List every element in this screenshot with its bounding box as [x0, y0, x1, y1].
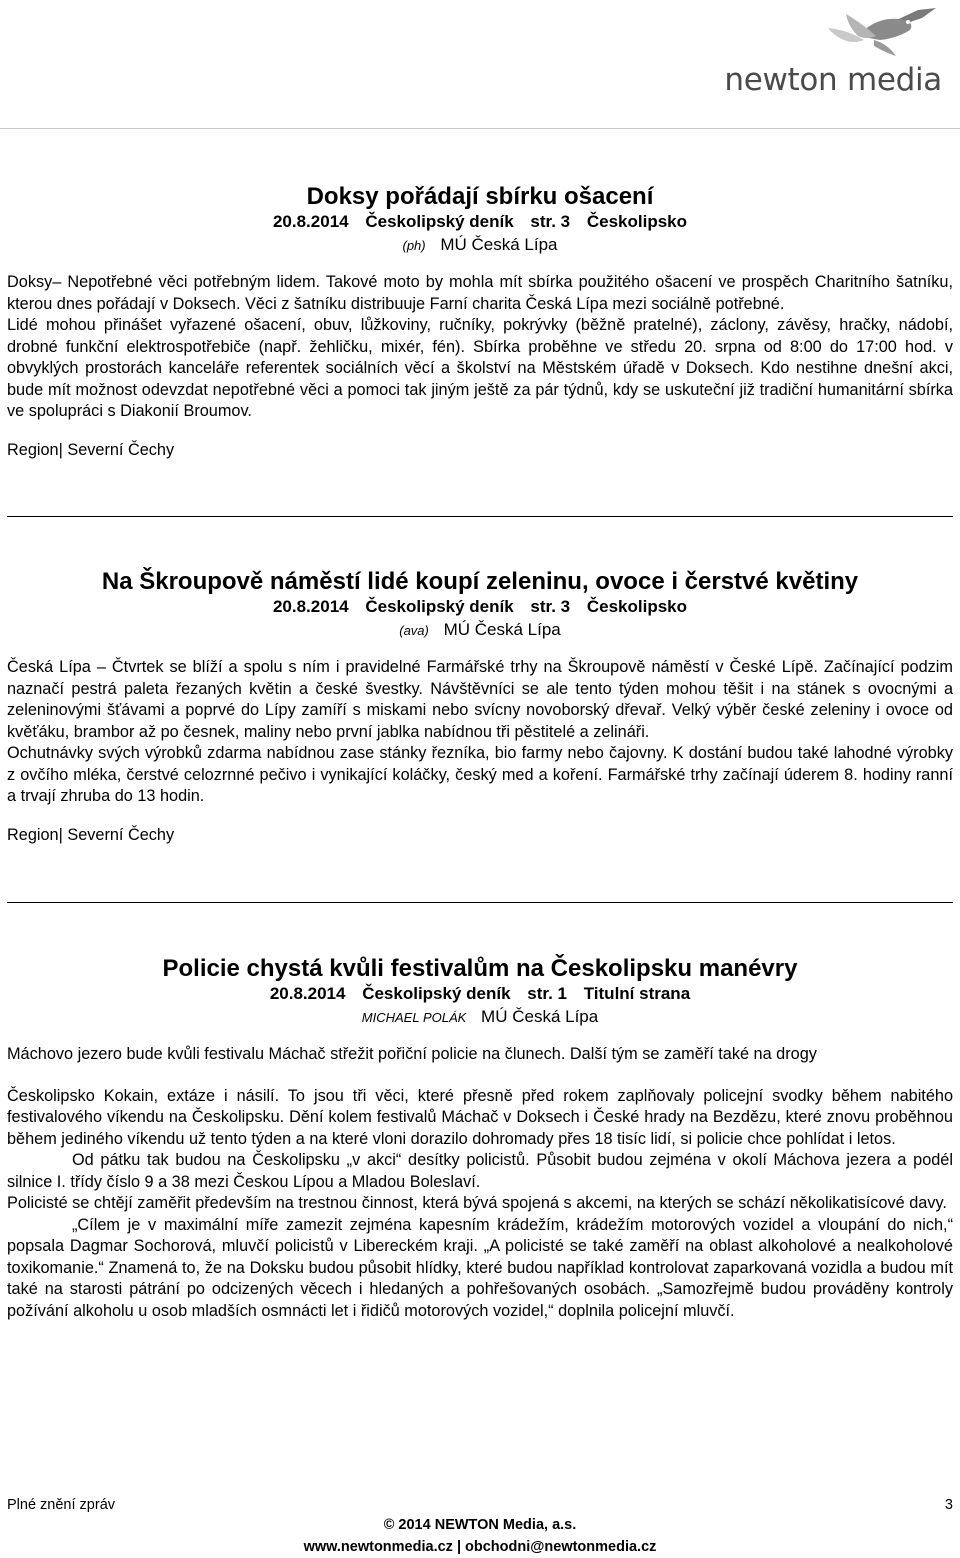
paragraph: Českolipsko Kokain, extáze i násilí. To jsou tři věci, které přesně před rokem zaplňovaly policejní svodky během nabitého festivalového víkendu na Českolipsku. Dění kolem festivalů Máchač v Doksech i České hrady na Bezdězu, které znovu proběhnou během jediného víkendu už tento týden a na které vloni dorazilo dohromady přes 18 tisíc lidí, si policie chce pohlídat i letos. — [7, 1086, 953, 1148]
article-divider — [7, 902, 953, 903]
article-title[interactable]: Na Škroupově náměstí lidé koupí zeleninu, ovoce i čerstvé květiny — [101, 568, 859, 595]
hummingbird-icon — [818, 6, 938, 66]
footer-links[interactable]: www.newtonmedia.cz | obchodni@newtonmedia.cz — [303, 1539, 657, 1555]
article-byline — [7, 618, 953, 643]
article-section: Titulní strana — [583, 984, 691, 1003]
article-source: Českolipský deník — [362, 984, 511, 1003]
article-section: Českolipsko — [586, 212, 688, 231]
article-region: Region| Severní Čechy — [7, 440, 175, 459]
article-org: MÚ Česká Lípa — [443, 620, 561, 639]
article-source: Českolipský deník — [365, 212, 514, 231]
article-meta — [7, 983, 953, 1005]
article-date: 20.8.2014 — [272, 212, 349, 231]
article-region: Region| Severní Čechy — [7, 825, 175, 844]
article-byline — [7, 1005, 953, 1030]
article-org: MÚ Česká Lípa — [481, 1007, 599, 1026]
article-meta — [7, 211, 953, 233]
article-date: 20.8.2014 — [272, 597, 349, 616]
article-author: MICHAEL POLÁK — [361, 1010, 467, 1025]
article-3 — [7, 955, 953, 1322]
article-1 — [7, 183, 953, 460]
article-page: str. 3 — [530, 597, 571, 616]
article-page: str. 3 — [530, 212, 571, 231]
article-author: (ph) — [402, 238, 426, 253]
article-body — [7, 657, 953, 808]
footer-copyright: © 2014 NEWTON Media, a.s. — [383, 1517, 577, 1533]
footer-page-number: 3 — [944, 1497, 953, 1513]
article-2 — [7, 568, 953, 845]
paragraph: Máchovo jezero bude kvůli festivalu Máchač střežit pořiční policie na člunech. Další tým se zaměří také na drogy — [7, 1045, 817, 1063]
paragraph: Ochutnávky svých výrobků zdarma nabídnou zase stánky řezníka, bio farmy nebo čajovny. K dostání budou také lahodné výrobky z ovčího mléka, čerstvé celozrnné pečivo i vynikající koláčky, český med a koření. Farmářské trhy začínají úderem 8. hodiny ranní a trvají zhruba do 13 hodin. — [7, 744, 953, 805]
article-body — [7, 272, 953, 423]
header-divider — [0, 128, 960, 129]
paragraph: Lidé mohou přinášet vyřazené ošacení, obuv, lůžkoviny, ručníky, pokrývky (běžně pratelné), záclony, závěsy, hračky, nádobí, drobné funkční elektrospotřebiče (např. žehličku, mixér, fén). Sbírka proběhne ve středu 20. srpna od 8:00 do 17:00 hod. v obvyklých prostorách kanceláře referentek sociálních věcí a školství na Městském úřadě v Doksech. Kdo nestihne dnešní akci, bude mít možnost odevzdat nepotřebné věci a pomoci tak jiným ještě za pár týdnů, kdy se uskuteční již tradiční humanitární sbírka ve spolupráci s Diakonií Broumov. — [7, 316, 953, 420]
article-byline — [7, 233, 953, 258]
article-source: Českolipský deník — [365, 597, 514, 616]
article-author: (ava) — [399, 623, 429, 638]
article-meta — [7, 596, 953, 618]
paragraph: Doksy– Nepotřebné věci potřebným lidem. Takové moto by mohla mít sbírka použitého ošacení ve prospěch Charitního šatníku, kterou dnes pořádají v Doksech. Věci z šatníku distribuuje Farní charita Česká Lípa mezi sociálně potřebné. — [7, 273, 953, 313]
article-org: MÚ Česká Lípa — [440, 235, 558, 254]
paragraph: Policisté se chtějí zaměřit především na trestnou činnost, která bývá spojená s akcemi, na kterých se schází několikatisícové davy. — [7, 1194, 947, 1212]
article-divider — [7, 516, 953, 517]
footer-info — [0, 1514, 960, 1558]
newton-media-logo — [712, 6, 942, 98]
footer-label: Plné znění zpráv — [7, 1497, 116, 1513]
article-body — [7, 1044, 953, 1322]
article-title[interactable]: Policie chystá kvůli festivalům na Českolipsku manévry — [162, 955, 798, 982]
paragraph: Od pátku tak budou na Českolipsku „v akci“ desítky policistů. Působit budou zejména v okolí Máchova jezera a podél silnice I. třídy číslo 9 a 38 mezi Českou Lípou a Mladou Boleslaví. — [7, 1151, 953, 1191]
article-date: 20.8.2014 — [269, 984, 346, 1003]
logo-wordmark: newton media — [724, 62, 942, 98]
article-page: str. 1 — [527, 984, 567, 1003]
paragraph: „Cílem je v maximální míře zamezit zejména kapesním krádežím, krádežím motorových vozidel a vloupání do nich,“ popsala Dagmar Sochorová, mluvčí policistů v Libereckém kraji. „A policisté se také zaměří na oblast alkoholové a nealkoholové toxikomanie.“ Znamená to, že na Doksku budou působit hlídky, které budou například kontrolovat zaparkovaná vozidla a budou mít také na starosti pátrání po odcizených věcech i hledaných a pohřešovaných osobách. „Samozřejmě budou prováděny kontroly požívání alkoholu u osob mladších osmnácti let i řidičů motorových vozidel,“ doplnila policejní mluvčí. — [7, 1215, 953, 1320]
article-title[interactable]: Doksy pořádají sbírku ošacení — [306, 183, 654, 210]
article-section: Českolipsko — [586, 597, 688, 616]
paragraph: Česká Lípa – Čtvrtek se blíží a spolu s ním i pravidelné Farmářské trhy na Škroupově náměstí v České Lípě. Začínající podzim naznačí pestrá paleta řezaných květin a české švestky. Návštěvníci se ale tento týden mohou těšit i na stánek s ovocnými a zeleninovými šťávami a poprvé do Lípy zamíří s miskami nebo svícny novoborský dřevař. Velký výběr české zeleniny i ovoce od kvěťáku, brambor až po česnek, maliny nebo první jablka nabídnou tři pěstitelé a zelináři. — [7, 658, 953, 741]
